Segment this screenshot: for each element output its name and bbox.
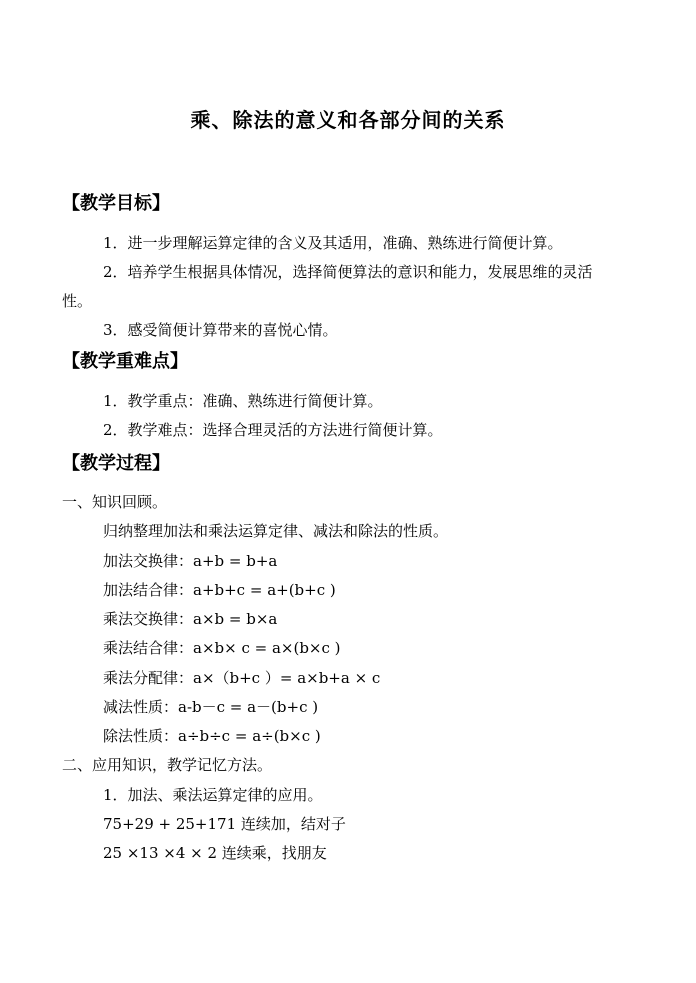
formula-line: 减法性质：a-b－c = a－(b+c ): [103, 698, 319, 716]
process-section-title: 二、应用知识，教学记忆方法。: [62, 756, 273, 774]
objective-item-continuation: 性。: [62, 292, 93, 310]
formula-line: 加法交换律：a+b = b+a: [103, 552, 278, 570]
process-line: 归纳整理加法和乘法运算定律、减法和除法的性质。: [103, 522, 449, 540]
process-section-title: 一、知识回顾。: [62, 493, 168, 511]
formula-line: 乘法分配律：a×（b+c ）= a×b+a × c: [103, 669, 381, 687]
formula-line: 除法性质：a÷b÷c = a÷(b×c ): [103, 727, 321, 745]
section-heading-process: 【教学过程】: [62, 453, 170, 474]
section-heading-key-points: 【教学重难点】: [62, 351, 188, 372]
formula-line: 加法结合律：a+b+c = a+(b+c ): [103, 581, 336, 599]
example-line: 25 ×13 ×4 × 2 连续乘，找朋友: [103, 844, 327, 862]
objective-item: 1．进一步理解运算定律的含义及其适用，准确、熟练进行简便计算。: [103, 234, 563, 252]
formula-line: 乘法交换律：a×b = b×a: [103, 610, 278, 628]
objective-item: 2．培养学生根据具体情况，选择简便算法的意识和能力，发展思维的灵活: [103, 263, 593, 281]
objective-item: 3．感受简便计算带来的喜悦心情。: [103, 321, 338, 339]
example-line: 75+29 + 25+171 连续加，结对子: [103, 815, 346, 833]
process-line: 1．加法、乘法运算定律的应用。: [103, 786, 323, 804]
key-point-item: 2．教学难点：选择合理灵活的方法进行简便计算。: [103, 421, 443, 439]
formula-line: 乘法结合律：a×b× c = a×(b×c ): [103, 639, 341, 657]
section-heading-objectives: 【教学目标】: [62, 193, 170, 214]
key-point-item: 1．教学重点：准确、熟练进行简便计算。: [103, 392, 383, 410]
page-title: 乘、除法的意义和各部分间的关系: [190, 108, 506, 132]
